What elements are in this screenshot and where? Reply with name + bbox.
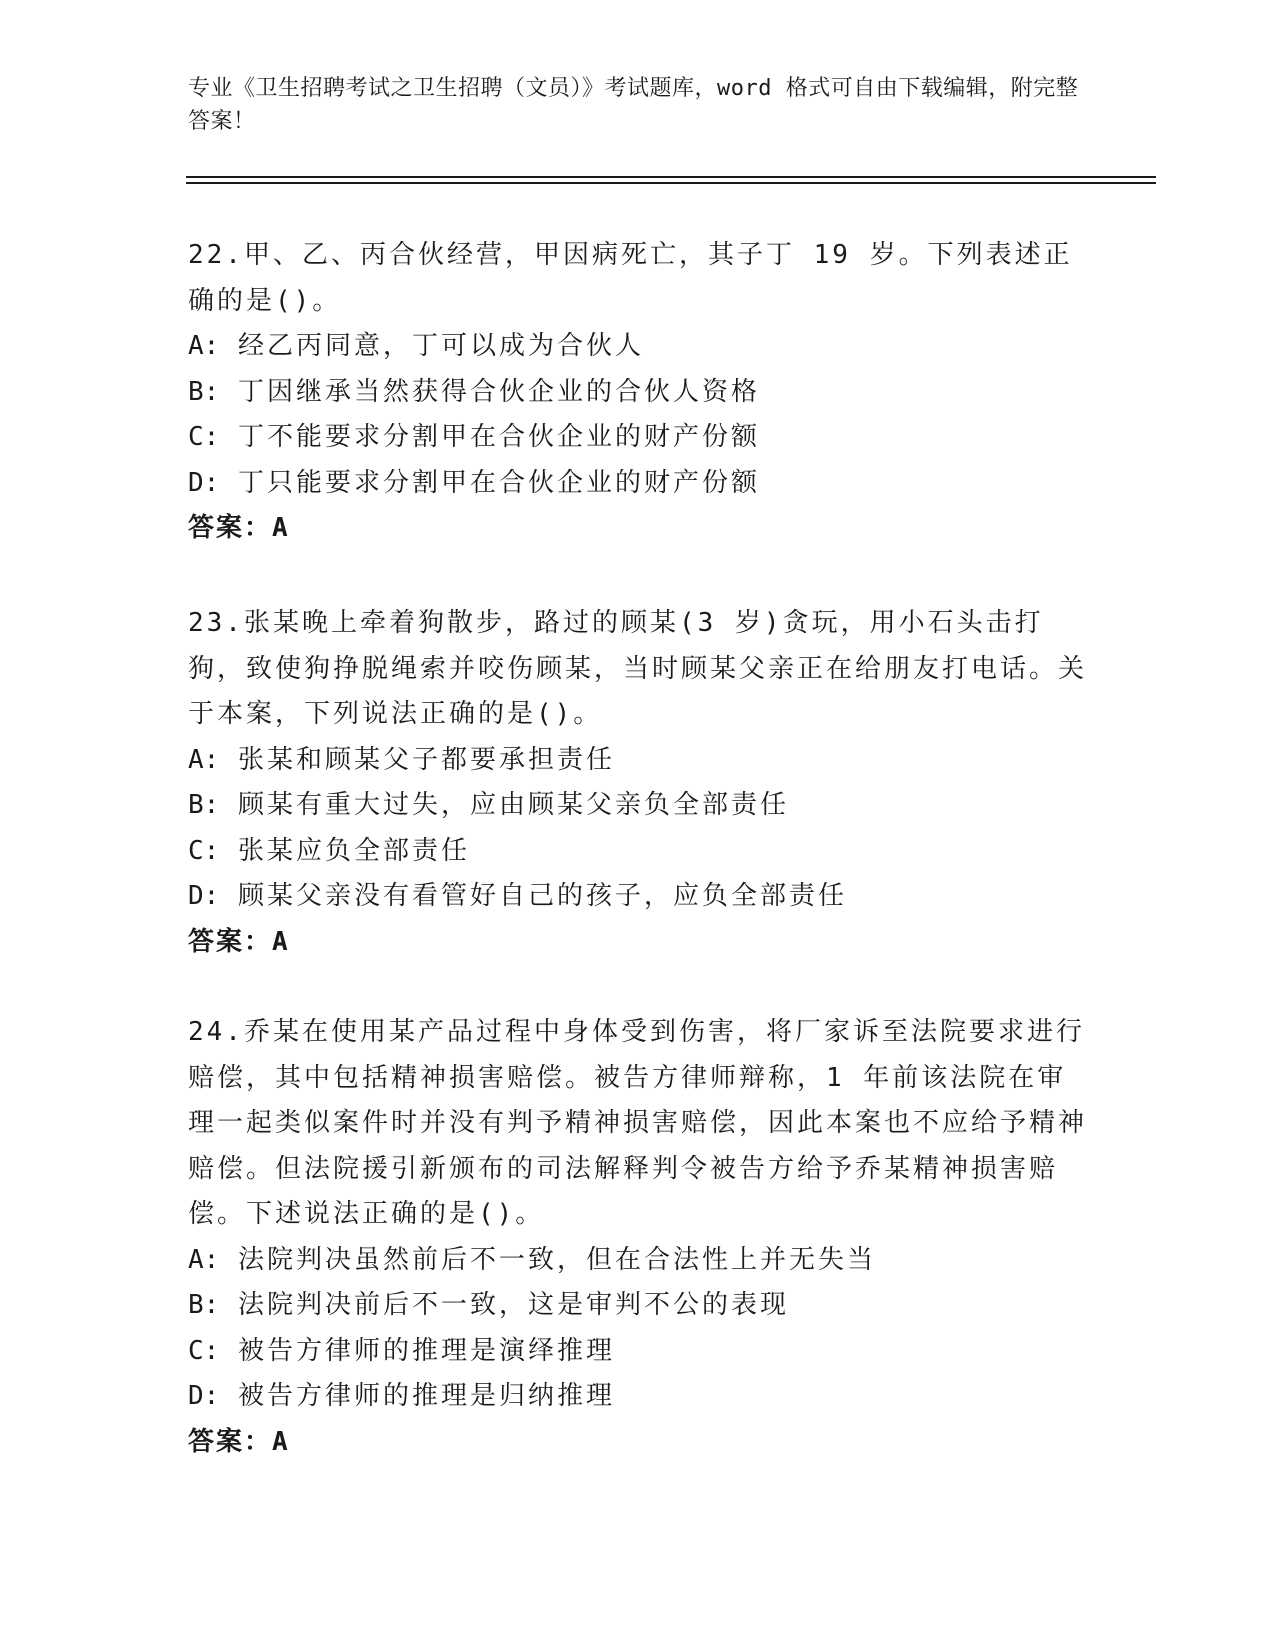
- answer: 答案：A: [188, 926, 290, 957]
- header-divider-bottom: [186, 182, 1156, 184]
- option-key: D:: [188, 467, 220, 498]
- option-c: [188, 415, 1088, 461]
- option-b: [188, 370, 1088, 416]
- option-key: B:: [188, 376, 220, 407]
- option-a: [188, 1238, 1088, 1284]
- option-a: [188, 324, 1088, 370]
- option-text: 顾某有重大过失，应由顾某父亲负全部责任: [237, 790, 789, 820]
- option-key: C:: [188, 835, 220, 866]
- option-key: C:: [188, 422, 220, 452]
- answer: 答案：A: [188, 513, 290, 543]
- option-a: [188, 738, 1088, 784]
- option-d: [188, 874, 1088, 920]
- option-text: 被告方律师的推理是归纳推理: [237, 1381, 615, 1411]
- option-key: C:: [188, 1335, 220, 1366]
- question-stem: 22.甲、乙、丙合伙经营，甲因病死亡，其子丁 19 岁。下列表述正确的是()。: [188, 240, 1073, 316]
- option-b: [188, 1283, 1088, 1329]
- question-24: [188, 1010, 1088, 1465]
- option-key: B:: [188, 1290, 220, 1320]
- option-text: 张某和顾某父子都要承担责任: [237, 744, 615, 775]
- option-text: 经乙丙同意，丁可以成为合伙人: [237, 331, 644, 361]
- option-text: 法院判决虽然前后不一致，但在合法性上并无失当: [237, 1244, 876, 1275]
- header-divider-top: [186, 176, 1156, 178]
- option-text: 丁不能要求分割甲在合伙企业的财产份额: [237, 422, 760, 452]
- page-header: 专业《卫生招聘考试之卫生招聘（文员）》考试题库，word 格式可自由下载编辑，附完整答案！: [188, 76, 1079, 134]
- option-c: [188, 1329, 1088, 1375]
- question-stem: 23.张某晚上牵着狗散步，路过的顾某(3 岁)贪玩，用小石头击打狗，致使狗挣脱绳索并咬伤顾某，当时顾某父亲正在给朋友打电话。关于本案，下列说法正确的是()。: [188, 608, 1088, 729]
- question-22: [188, 233, 1088, 552]
- option-text: 张某应负全部责任: [237, 835, 470, 866]
- answer: 答案：A: [188, 1426, 290, 1457]
- option-text: 丁因继承当然获得合伙企业的合伙人资格: [237, 376, 760, 407]
- question-stem: 24.乔某在使用某产品过程中身体受到伤害，将厂家诉至法院要求进行赔偿，其中包括精神损害赔偿。被告方律师辩称，1 年前该法院在审理一起类似案件时并没有判予精神损害赔偿，因此本案也不应给予精神赔偿。但法院援引新颁布的司法解释判令被告方给予乔某精神损害赔偿。下述说法正确的是()。: [188, 1017, 1088, 1229]
- question-23: [188, 601, 1088, 965]
- option-key: A:: [188, 331, 220, 361]
- option-key: A:: [188, 744, 220, 775]
- option-b: [188, 783, 1088, 829]
- option-key: D:: [188, 1381, 220, 1411]
- option-key: D:: [188, 881, 220, 911]
- option-d: [188, 461, 1088, 507]
- option-d: [188, 1374, 1088, 1420]
- option-text: 法院判决前后不一致，这是审判不公的表现: [237, 1290, 789, 1320]
- option-c: [188, 829, 1088, 875]
- option-key: B:: [188, 790, 220, 820]
- option-text: 顾某父亲没有看管好自己的孩子，应负全部责任: [237, 881, 847, 911]
- option-text: 被告方律师的推理是演绎推理: [237, 1335, 615, 1366]
- option-text: 丁只能要求分割甲在合伙企业的财产份额: [237, 467, 760, 498]
- option-key: A:: [188, 1244, 220, 1275]
